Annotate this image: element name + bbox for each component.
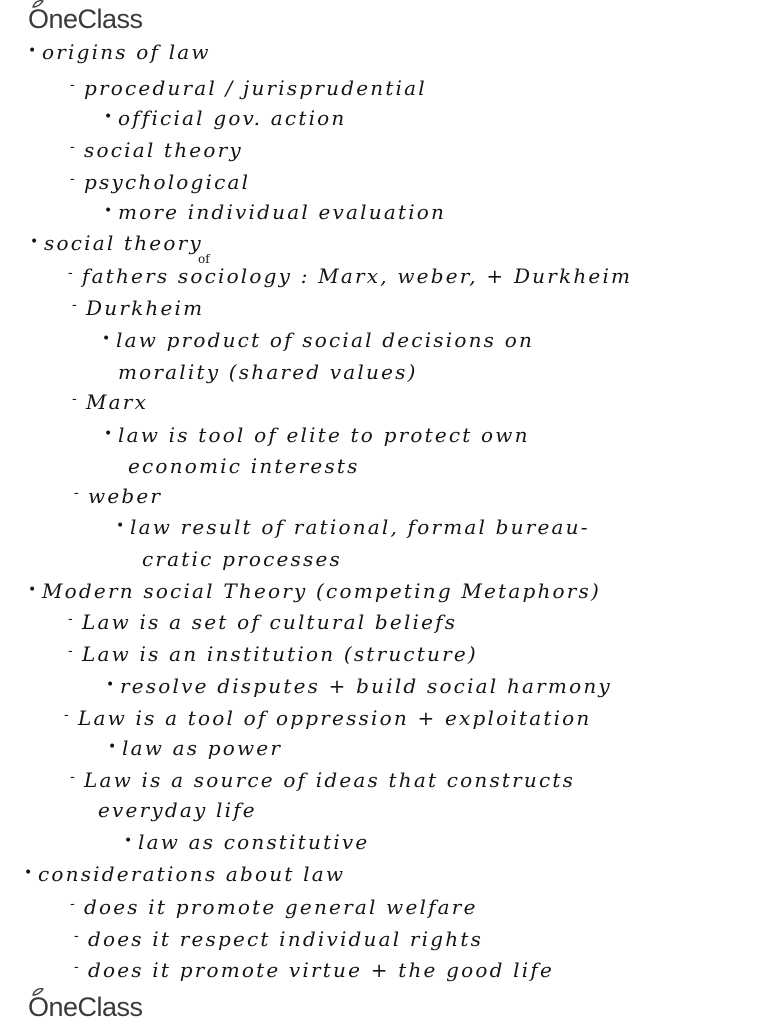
note-text: considerations about law bbox=[38, 862, 346, 886]
note-text: psychological bbox=[84, 170, 251, 194]
note-text: Durkheim bbox=[86, 296, 205, 320]
note-text: law as constitutive bbox=[138, 830, 370, 854]
note-text: Marx bbox=[86, 390, 149, 414]
note-text: social theory bbox=[84, 138, 243, 162]
note-text: morality (shared values) bbox=[118, 360, 418, 384]
logo-text: neClass bbox=[48, 4, 143, 34]
note-line: - does it respect individual rights bbox=[74, 927, 484, 951]
note-line bbox=[118, 362, 418, 382]
note-text: does it promote virtue + the good life bbox=[88, 958, 555, 982]
logo-text: neClass bbox=[48, 992, 143, 1022]
note-line: - psychological bbox=[70, 170, 251, 194]
note-line: - social theory bbox=[70, 138, 243, 162]
note-line bbox=[98, 800, 257, 820]
logo-o: O bbox=[28, 994, 49, 1021]
note-line: - fathers sociology : Marx, weber, + Durkheim bbox=[68, 264, 633, 288]
note-line: - does it promote virtue + the good life bbox=[74, 958, 555, 982]
note-line: - Law is a source of ideas that constructs bbox=[70, 768, 576, 792]
note-line: - weber bbox=[74, 484, 163, 508]
note-line: • law product of social decisions on bbox=[102, 328, 535, 352]
note-text: Law is a tool of oppression + exploitation bbox=[78, 706, 592, 730]
superscript-annotation: of bbox=[198, 252, 210, 266]
note-text: more individual evaluation bbox=[118, 200, 447, 224]
note-line: • law as power bbox=[108, 736, 283, 760]
logo-o: O bbox=[28, 6, 49, 33]
note-line bbox=[128, 456, 360, 476]
note-line: • resolve disputes + build social harmony bbox=[106, 674, 612, 698]
note-text: origins of law bbox=[42, 40, 211, 64]
oneclass-logo-bottom bbox=[28, 994, 143, 1021]
note-line: • official gov. action bbox=[104, 106, 347, 130]
note-text: official gov. action bbox=[118, 106, 347, 130]
note-line: - Durkheim bbox=[72, 296, 205, 320]
note-line: • considerations about law bbox=[24, 862, 346, 886]
note-line: - Law is a tool of oppression + exploitation bbox=[64, 706, 592, 730]
note-text: does it respect individual rights bbox=[88, 927, 484, 951]
note-text: everyday life bbox=[98, 798, 257, 822]
note-text: Modern social Theory (competing Metaphors) bbox=[42, 579, 602, 603]
note-text: procedural / jurisprudential bbox=[84, 76, 427, 100]
note-line: • origins of law bbox=[28, 40, 211, 64]
note-text: fathers sociology : Marx, weber, + Durkheim bbox=[82, 264, 633, 288]
note-line: • Modern social Theory (competing Metaphors) bbox=[28, 579, 602, 603]
note-line: • law result of rational, formal bureau- bbox=[116, 515, 590, 539]
note-line bbox=[142, 549, 342, 569]
note-text: law is tool of elite to protect own bbox=[118, 423, 530, 447]
note-line: - Law is an institution (structure) bbox=[68, 642, 478, 666]
note-text: weber bbox=[88, 484, 163, 508]
note-text: social theory bbox=[44, 231, 203, 255]
note-text: resolve disputes + build social harmony bbox=[120, 674, 612, 698]
note-line: - Law is a set of cultural beliefs bbox=[68, 610, 458, 634]
leaf-icon bbox=[32, 988, 44, 996]
note-line: • social theory bbox=[30, 231, 203, 255]
note-line: - procedural / jurisprudential bbox=[70, 76, 427, 100]
note-text: Law is an institution (structure) bbox=[82, 642, 478, 666]
note-line: - does it promote general welfare bbox=[70, 895, 478, 919]
note-text: law as power bbox=[122, 736, 283, 760]
note-line: - Marx bbox=[72, 390, 149, 414]
note-text: law product of social decisions on bbox=[116, 328, 535, 352]
note-text: does it promote general welfare bbox=[84, 895, 478, 919]
note-line: • law is tool of elite to protect own bbox=[104, 423, 530, 447]
note-text: Law is a source of ideas that constructs bbox=[84, 768, 576, 792]
note-text: law result of rational, formal bureau- bbox=[130, 515, 590, 539]
note-line: • law as constitutive bbox=[124, 830, 370, 854]
note-text: Law is a set of cultural beliefs bbox=[82, 610, 458, 634]
note-text: cratic processes bbox=[142, 547, 342, 571]
note-text: economic interests bbox=[128, 454, 360, 478]
note-line: • more individual evaluation bbox=[104, 200, 447, 224]
